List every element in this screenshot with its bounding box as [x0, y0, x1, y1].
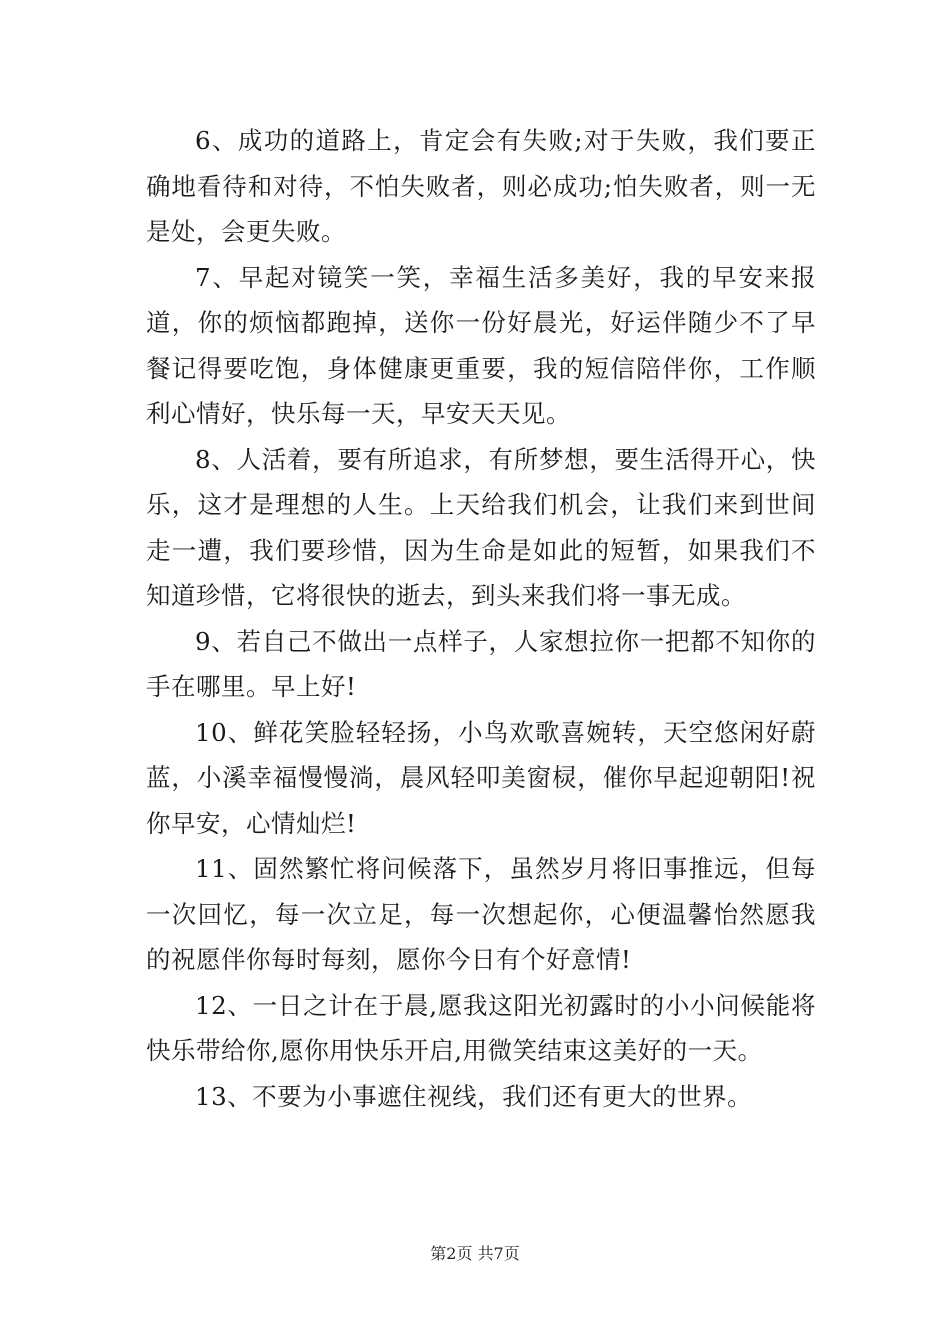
document-body — [146, 118, 816, 1119]
paragraph-13: 13、不要为小事遮住视线，我们还有更大的世界。 — [195, 1081, 753, 1111]
paragraph-10: 10、鲜花笑脸轻轻扬，小鸟欢歌喜婉转，天空悠闲好蔚蓝，小溪幸福慢慢淌，晨风轻叩美窗棂，催你早起迎朝阳!祝你早安，心情灿烂! — [146, 717, 816, 838]
paragraph-6: 6、成功的道路上，肯定会有失败;对于失败，我们要正确地看待和对待，不怕失败者，则必成功;怕失败者，则一无是处，会更失败。 — [146, 126, 816, 246]
paragraph-9: 9、若自己不做出一点样子，人家想拉你一把都不知你的手在哪里。早上好! — [146, 626, 816, 701]
paragraph-7: 7、早起对镜笑一笑，幸福生活多美好，我的早安来报道，你的烦恼都跑掉，送你一份好晨光，好运伴随少不了早餐记得要吃饱，身体健康更重要，我的短信陪伴你，工作顺利心情好，快乐每一天，早安天天见。 — [146, 262, 816, 428]
page-number-footer: 第2页 共7页 — [430, 1244, 520, 1263]
paragraph-11: 11、固然繁忙将问候落下，虽然岁月将旧事推远，但每一次回忆，每一次立足，每一次想起你，心便温馨怡然愿我的祝愿伴你每时每刻，愿你今日有个好意情! — [146, 854, 816, 974]
paragraph-12: 12、一日之计在于晨,愿我这阳光初露时的小小问候能将快乐带给你,愿你用快乐开启,用微笑结束这美好的一天。 — [146, 990, 816, 1065]
paragraph-8: 8、人活着，要有所追求，有所梦想，要生活得开心，快乐，这才是理想的人生。上天给我们机会，让我们来到世间走一遭，我们要珍惜，因为生命是如此的短暂，如果我们不知道珍惜，它将很快的逝去，到头来我们将一事无成。 — [146, 444, 816, 610]
